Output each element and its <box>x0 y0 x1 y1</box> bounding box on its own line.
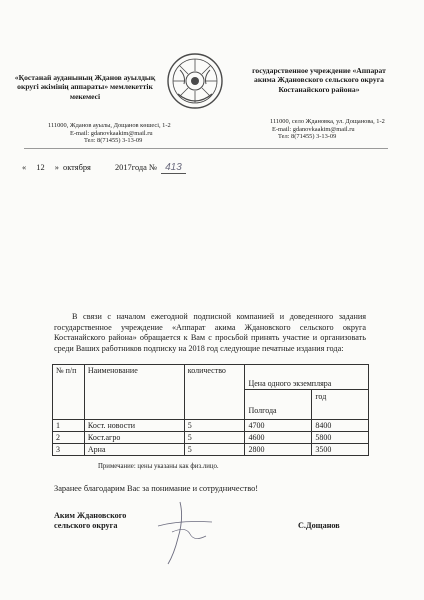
table-row <box>53 420 369 432</box>
signatory-name: С.Дощанов <box>298 521 340 530</box>
row-qty: 5 <box>184 444 245 456</box>
row-half: 4600 <box>245 432 312 444</box>
signatory-title <box>54 511 126 531</box>
header-org-russian: государственное учреждение «Аппарат акима Ждановского сельского округа Костанайского района» <box>252 66 386 94</box>
table-row <box>53 444 369 456</box>
price-note: Примечание: цены указаны как физ.лицо. <box>98 463 219 470</box>
row-year: 8400 <box>312 420 369 432</box>
row-year: 5800 <box>312 432 369 444</box>
letter-number: 413 <box>161 162 186 174</box>
row-num: 2 <box>53 432 85 444</box>
row-half: 4700 <box>245 420 312 432</box>
header-divider <box>24 148 388 149</box>
contacts-kazakh <box>48 122 178 145</box>
col-header-qty: количество <box>184 365 245 420</box>
email-russian: E-mail: gdanovkaakim@mail.ru <box>272 125 355 133</box>
body-paragraph: В связи с началом ежегодной подписной компанией и доведенного задания государственное учреждение «Аппарат акима Ждановского сельского округа Костанайского района» обращается к Вам с просьбой принять участие и организовать среди Ваших работников подписку на 2018 год следующие печатные издания года: <box>54 312 366 353</box>
letter-body <box>54 312 366 354</box>
row-name: Кост. новости <box>84 420 184 432</box>
table-header-row <box>53 365 369 390</box>
contacts-russian <box>270 118 410 141</box>
row-year: 3500 <box>312 444 369 456</box>
col-header-half: Полгода <box>245 390 312 420</box>
subscription-table <box>52 364 369 456</box>
signatory-title-line1: Аким Ждановского <box>54 511 127 520</box>
row-num: 3 <box>53 444 85 456</box>
header-org-kazakh: «Қостанай ауданының Жданов ауылдық округі әкімінің аппараты» мемлекеттік мекемесі <box>14 73 156 101</box>
table-row <box>53 432 369 444</box>
address-russian: 111000, село Ждановка, ул. Дощанова, 1-2 <box>270 118 385 125</box>
handwritten-signature-icon <box>150 498 225 568</box>
signatory-title-line2: сельского округа <box>54 521 118 530</box>
col-header-num: № п/п <box>53 365 85 420</box>
date-close-quote: » <box>54 163 59 172</box>
row-qty: 5 <box>184 432 245 444</box>
row-name: Кост.агро <box>84 432 184 444</box>
col-header-name: Наименование <box>84 365 184 420</box>
closing-thanks: Заранее благодарим Вас за понимание и сотрудничество! <box>54 484 259 493</box>
row-qty: 5 <box>184 420 245 432</box>
letter-date <box>22 162 186 174</box>
email-kazakh: E-mail: gdanovkaakim@mail.ru <box>70 129 153 137</box>
date-month: октября <box>63 163 91 172</box>
phone-russian: Тел: 8(71455) 3-13-09 <box>278 133 337 141</box>
row-num: 1 <box>53 420 85 432</box>
row-half: 2800 <box>245 444 312 456</box>
col-header-year: год <box>312 390 369 420</box>
date-day: 12 <box>36 163 45 172</box>
address-kazakh: 111000, Жданов ауылы, Дощанов көшесі, 1-2 <box>48 122 171 129</box>
row-name: Арна <box>84 444 184 456</box>
col-header-price: Цена одного экземпляра <box>245 365 369 390</box>
date-year-label: 2017года № <box>114 163 157 172</box>
date-open-quote: « <box>22 163 27 172</box>
phone-kazakh: Тел: 8(71455) 3-13-09 <box>84 137 143 145</box>
state-emblem-icon <box>166 52 224 110</box>
